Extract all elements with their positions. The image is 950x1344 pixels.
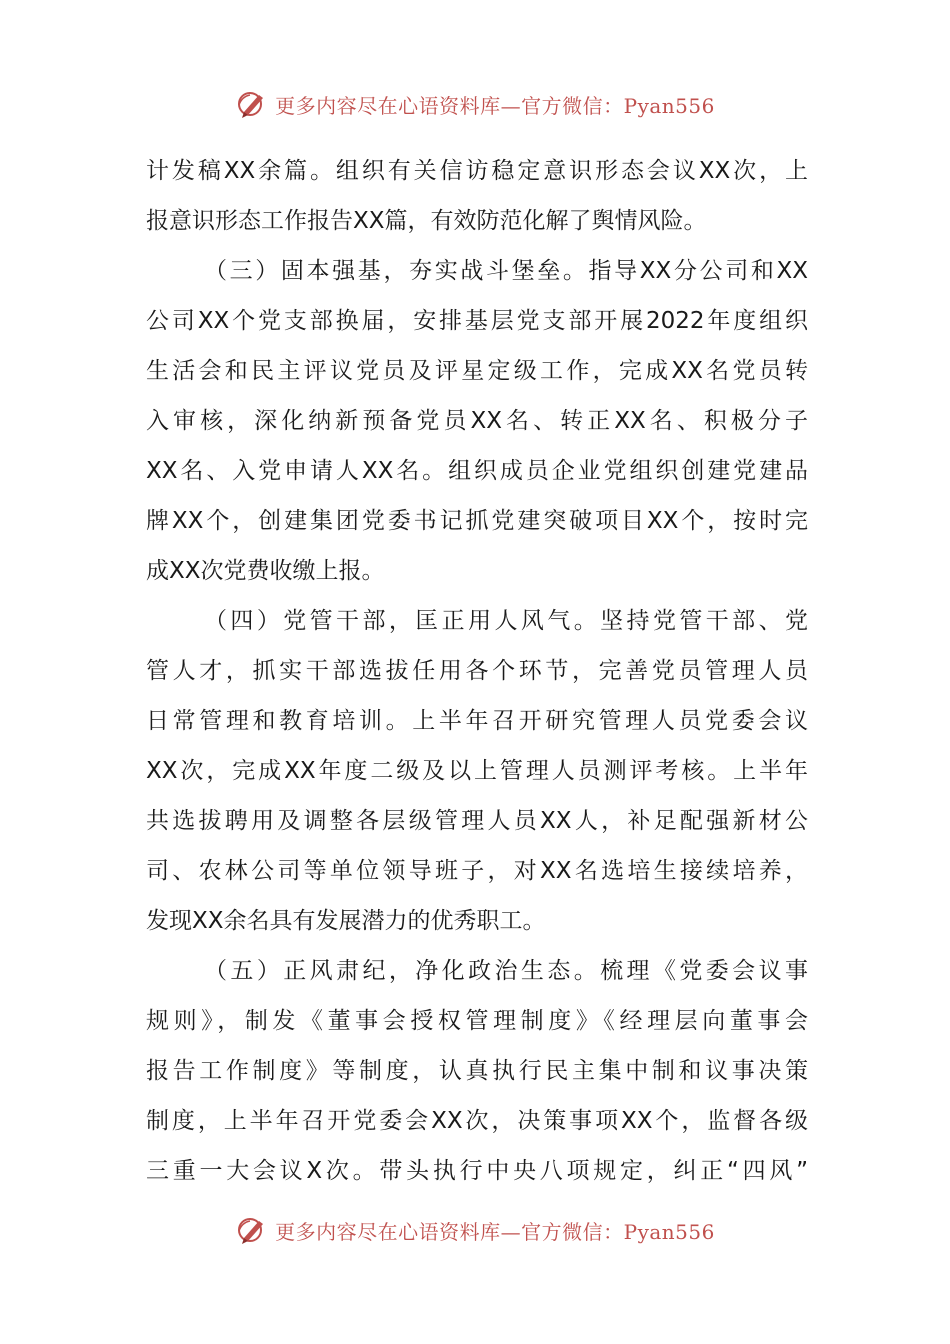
pen-nib-logo-icon bbox=[235, 1213, 269, 1247]
text-line: XX名、入党申请人XX名。组织成员企业党组织创建党建品 bbox=[146, 458, 808, 484]
header-watermark-banner bbox=[0, 84, 950, 124]
footer-watermark-banner bbox=[0, 1210, 950, 1250]
text-line: 规则》，制发《董事会授权管理制度》《经理层向董事会 bbox=[146, 1008, 808, 1034]
text-line: 司、农林公司等单位领导班子，对XX名选培生接续培养， bbox=[146, 858, 808, 884]
text-line: 制度，上半年召开党委会XX次，决策事项XX个，监督各级 bbox=[146, 1108, 808, 1134]
text-line: 日常管理和教育培训。上半年召开研究管理人员党委会议 bbox=[146, 708, 808, 734]
text-line: 报意识形态工作报告XX篇，有效防范化解了舆情风险。 bbox=[146, 208, 707, 234]
paragraph-heading-line: （三）固本强基，夯实战斗堡垒。指导XX分公司和XX bbox=[204, 258, 808, 284]
header-banner-text: 更多内容尽在心语资料库—官方微信：Pyan556 bbox=[275, 93, 715, 118]
paragraph-heading-line: （四）党管干部，匡正用人风气。坚持党管干部、党 bbox=[204, 608, 808, 634]
text-line: 管人才，抓实干部选拔任用各个环节，完善党员管理人员 bbox=[146, 658, 808, 684]
document-body bbox=[146, 146, 808, 1196]
pen-nib-logo-icon bbox=[235, 87, 269, 121]
text-line: XX次，完成XX年度二级及以上管理人员测评考核。上半年 bbox=[146, 758, 808, 784]
text-line: 共选拔聘用及调整各层级管理人员XX人，补足配强新材公 bbox=[146, 808, 808, 834]
text-line: 牌XX个，创建集团党委书记抓党建突破项目XX个，按时完 bbox=[146, 508, 808, 534]
text-line: 公司XX个党支部换届，安排基层党支部开展2022年度组织 bbox=[146, 308, 808, 334]
text-line: 成XX次党费收缴上报。 bbox=[146, 558, 385, 584]
footer-banner-text: 更多内容尽在心语资料库—官方微信：Pyan556 bbox=[275, 1219, 715, 1244]
text-line: 报告工作制度》等制度，认真执行民主集中制和议事决策 bbox=[146, 1058, 808, 1084]
text-line: 计发稿XX余篇。组织有关信访稳定意识形态会议XX次，上 bbox=[146, 158, 808, 184]
text-line: 发现XX余名具有发展潜力的优秀职工。 bbox=[146, 908, 546, 934]
paragraph-heading-line: （五）正风肃纪，净化政治生态。梳理《党委会议事 bbox=[204, 958, 808, 984]
text-line: 入审核，深化纳新预备党员XX名、转正XX名、积极分子 bbox=[146, 408, 808, 434]
text-line: 生活会和民主评议党员及评星定级工作，完成XX名党员转 bbox=[146, 358, 808, 384]
text-line: 三重一大会议X次。带头执行中央八项规定，纠正“四风” bbox=[146, 1158, 808, 1184]
